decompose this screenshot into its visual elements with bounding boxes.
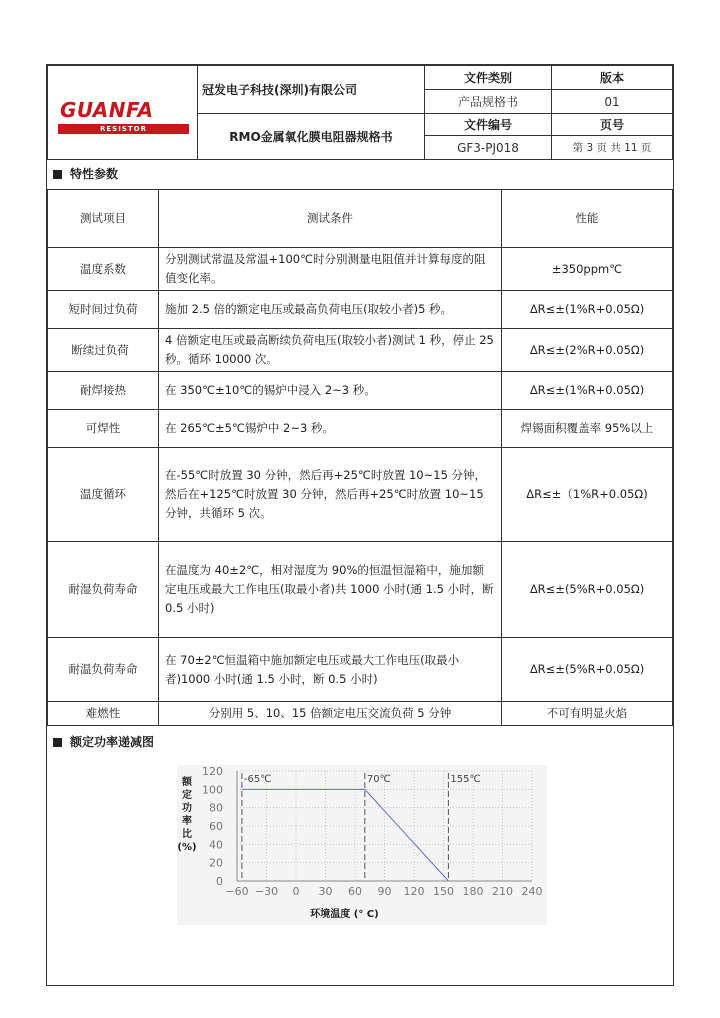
x-tick-label: 0: [292, 885, 300, 898]
x-tick-label: 150: [433, 885, 454, 898]
y-tick-label: 40: [209, 838, 223, 852]
y-tick-label: 0: [216, 875, 223, 888]
y-axis-label-char: 比: [182, 829, 192, 840]
y-axis-label-unit: (%): [177, 842, 197, 853]
document-header: [47, 65, 673, 160]
doc-no-value: GF3-PJ018: [425, 136, 552, 160]
table-header-condition: 测试条件: [159, 190, 502, 248]
x-tick-label: 210: [492, 885, 513, 898]
derating-series-line: [365, 789, 449, 881]
x-tick-label: 240: [521, 885, 543, 898]
table-row: 可焊性 在 265℃±5℃锡炉中 2~3 秒。 焊锡面积覆盖率 95%以上: [48, 410, 673, 448]
table-row: 耐温负荷寿命 在 70±2℃恒温箱中施加额定电压或最大工作电压(取最小者)1000 小时(通 1.5 小时，断 0.5 小时) ΔR≤±(5%R+0.05Ω): [48, 638, 673, 702]
company-name: 冠发电子科技(深圳)有限公司: [198, 66, 425, 114]
table-row: 短时间过负荷 施加 2.5 倍的额定电压或最高负荷电压(取较小者)5 秒。 ΔR≤±(1%R+0.05Ω): [48, 291, 673, 329]
table-row: 温度循环 在-55℃时放置 30 分钟，然后再+25℃时放置 10~15 分钟，然后在+125℃时放置 30 分钟，然后再+25℃时放置 10~15 分钟，共循环 5 次。 ΔR≤±（1%R+0.05Ω): [48, 448, 673, 542]
table-row: 断续过负荷 4 倍额定电压或最高断续负荷电压(取较小者)测试 1 秒，停止 25 秒。循环 10000 次。 ΔR≤±(2%R+0.05Ω): [48, 329, 673, 372]
params-table: [47, 189, 673, 726]
table-row: 耐湿负荷寿命 在温度为 40±2℃，相对湿度为 90%的恒温恒湿箱中，施加额定电压或最大工作电压(取最小者)共 1000 小时(通 1.5 小时，断 0.5 小时) ΔR≤±(5%R+0.05Ω): [48, 542, 673, 638]
document-page: [46, 64, 674, 986]
version-label: 版本: [552, 66, 673, 90]
logo-text: GUANFA: [60, 97, 154, 122]
annotation-label: 155℃: [450, 774, 481, 785]
x-tick-label: −30: [254, 885, 279, 898]
annotation-label: -65℃: [243, 774, 272, 785]
table-row: 难燃性 分别用 5、10、15 倍额定电压交流负荷 5 分钟 不可有明显火焰: [48, 702, 673, 726]
x-tick-label: 90: [377, 885, 392, 898]
logo: [48, 66, 198, 160]
y-axis-label-char: 额: [182, 777, 192, 788]
page-value: 第 3 页 共 11 页: [552, 136, 673, 160]
table-header-item: 测试项目: [48, 190, 159, 248]
derating-chart-svg: [177, 765, 547, 925]
version-value: 01: [552, 90, 673, 114]
y-axis-label-char: 功: [182, 803, 192, 814]
square-bullet-icon: [53, 738, 62, 747]
table-header-perf: 性能: [502, 190, 673, 248]
logo-subtext: RESISTOR: [100, 124, 147, 133]
doc-type-value: 产品规格书: [425, 90, 552, 114]
x-tick-label: 30: [318, 885, 333, 898]
x-tick-label: 120: [403, 885, 425, 898]
doc-no-label: 文件编号: [425, 114, 552, 136]
doc-type-label: 文件类别: [425, 66, 552, 90]
x-tick-label: 60: [348, 885, 362, 898]
annotation-label: 70℃: [366, 774, 391, 785]
x-tick-label: −60: [225, 885, 249, 898]
y-axis-label-char: 定: [182, 790, 192, 801]
square-bullet-icon: [53, 170, 62, 179]
table-row: 耐焊接热 在 350℃±10℃的锡炉中浸入 2~3 秒。 ΔR≤±(1%R+0.05Ω): [48, 372, 673, 410]
spec-title: RMO金属氧化膜电阻器规格书: [198, 114, 425, 160]
x-axis-label: 环境温度 (° C): [310, 909, 379, 920]
y-tick-label: 100: [202, 783, 223, 797]
y-tick-label: 20: [209, 856, 223, 870]
y-tick-label: 120: [202, 765, 223, 778]
y-axis-label-char: 率: [182, 816, 192, 827]
y-tick-label: 80: [209, 801, 223, 815]
table-row: 温度系数 分别测试常温及常温+100℃时分别测量电阻值并计算每度的阻值变化率。 ±350ppm℃: [48, 248, 673, 291]
section-title-params: 特性参数: [53, 165, 118, 182]
y-tick-label: 60: [209, 820, 223, 833]
section-title-derating: 额定功率递减图: [53, 733, 154, 750]
derating-chart: [177, 765, 547, 925]
x-tick-label: 180: [462, 885, 484, 898]
page-label: 页号: [552, 114, 673, 136]
